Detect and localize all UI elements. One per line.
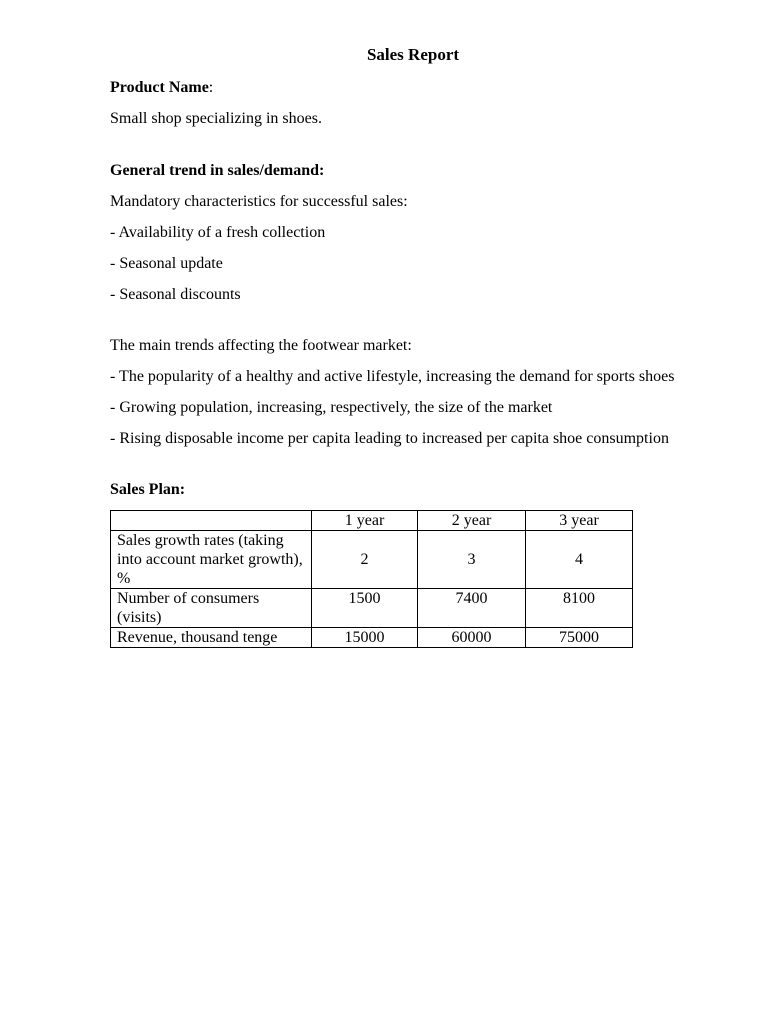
table-header-cell xyxy=(111,511,312,531)
characteristic-item: - Seasonal update xyxy=(110,255,223,272)
characteristic-item: - Availability of a fresh collection xyxy=(110,224,326,241)
row-label: Sales growth rates (taking into account market growth), % xyxy=(111,531,312,589)
table-header-cell: 1 year xyxy=(312,511,418,531)
sales-plan-heading: Sales Plan: xyxy=(110,481,186,498)
table-cell: 7400 xyxy=(418,589,526,628)
table-cell: 8100 xyxy=(526,589,633,628)
document-title: Sales Report xyxy=(366,45,460,64)
table-cell: 15000 xyxy=(312,628,418,648)
table-cell: 60000 xyxy=(418,628,526,648)
sales-plan-table xyxy=(110,510,633,648)
characteristic-item: - Seasonal discounts xyxy=(110,286,241,303)
table-row xyxy=(111,531,633,589)
product-description: Small shop specializing in shoes. xyxy=(110,110,322,127)
market-trends-intro: The main trends affecting the footwear market: xyxy=(110,337,412,354)
table-header-cell: 3 year xyxy=(526,511,633,531)
characteristics-intro: Mandatory characteristics for successful sales: xyxy=(110,193,408,210)
table-header-cell: 2 year xyxy=(418,511,526,531)
general-trend-heading: General trend in sales/demand: xyxy=(110,162,325,179)
market-trend-item: - Growing population, increasing, respectively, the size of the market xyxy=(110,399,553,416)
product-name-colon: : xyxy=(208,79,214,96)
table-cell: 2 xyxy=(312,531,418,589)
row-label: Revenue, thousand tenge xyxy=(111,628,312,648)
table-cell: 1500 xyxy=(312,589,418,628)
market-trend-item: - Rising disposable income per capita leading to increased per capita shoe consumption xyxy=(110,430,669,447)
product-name-heading xyxy=(110,77,706,98)
table-header-row xyxy=(111,511,633,531)
market-trend-item: - The popularity of a healthy and active lifestyle, increasing the demand for sports shoes xyxy=(110,368,675,385)
table-cell: 3 xyxy=(418,531,526,589)
product-name-label: Product Name xyxy=(110,79,209,96)
document-page xyxy=(110,44,706,648)
table-row xyxy=(111,628,633,648)
table-row xyxy=(111,589,633,628)
table-cell: 4 xyxy=(526,531,633,589)
row-label: Number of consumers (visits) xyxy=(111,589,312,628)
table-cell: 75000 xyxy=(526,628,633,648)
